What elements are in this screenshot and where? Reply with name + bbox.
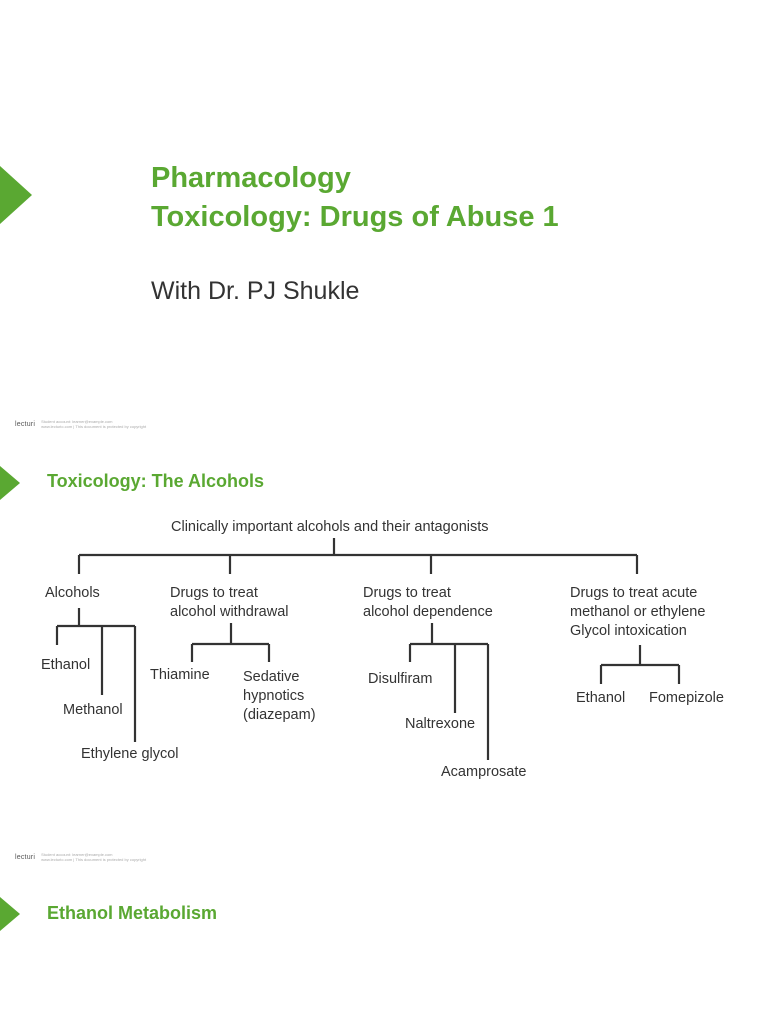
- category-withdrawal-line-1: Drugs to treat: [170, 585, 258, 601]
- category-alcohols: Alcohols: [45, 585, 100, 601]
- watermark-logo: lecturi: [15, 420, 36, 428]
- leaf-ethanol: Ethanol: [41, 657, 91, 673]
- leaf-fomepizole: Fomepizole: [649, 690, 724, 706]
- leaf-ethanol-antidote: Ethanol: [576, 690, 626, 706]
- leaf-methanol: Methanol: [63, 702, 123, 718]
- watermark-fine-1: Student account: learner@example.com: [41, 852, 113, 857]
- section-title-alcohols: Toxicology: The Alcohols: [47, 471, 265, 491]
- watermark-logo: lecturi: [15, 853, 36, 861]
- section-title-ethanol-metabolism: Ethanol Metabolism: [47, 903, 218, 923]
- category-withdrawal: [170, 584, 288, 622]
- category-acute-line-3: Glycol intoxication: [570, 623, 687, 639]
- category-dependence-line-2: alcohol dependence: [363, 604, 493, 620]
- watermark-fine-1: Student account: learner@example.com: [41, 419, 113, 424]
- leaf-naltrexone: Naltrexone: [405, 716, 476, 732]
- leaf-sedative-line-3: (diazepam): [243, 707, 316, 723]
- category-withdrawal-line-2: alcohol withdrawal: [170, 604, 289, 620]
- category-dependence-line-1: Drugs to treat: [363, 585, 451, 601]
- connector-lines: [57, 538, 679, 760]
- watermark: [15, 852, 146, 862]
- title-line-1: Pharmacology: [151, 162, 351, 194]
- slide-arrow-marker: [0, 897, 20, 931]
- diagram-root: Clinically important alcohols and their antagonists: [171, 519, 489, 535]
- leaf-ethylene-glycol: Ethylene glycol: [81, 746, 179, 762]
- category-acute-line-2: methanol or ethylene: [570, 604, 706, 620]
- leaf-sedative-line-2: hypnotics: [243, 688, 305, 704]
- watermark-fine-2: www.lecturio.com | This document is protected by copyright: [41, 857, 147, 862]
- category-acute-intoxication: [570, 584, 705, 641]
- leaf-sedative-line-1: Sedative: [243, 669, 300, 685]
- category-dependence: [363, 584, 493, 622]
- category-acute-line-1: Drugs to treat acute: [570, 585, 698, 601]
- title-line-2: Toxicology: Drugs of Abuse 1: [151, 201, 559, 233]
- presenter-subtitle: With Dr. PJ Shukle: [151, 277, 360, 305]
- leaf-disulfiram: Disulfiram: [368, 671, 433, 687]
- leaf-acamprosate: Acamprosate: [441, 764, 527, 780]
- leaf-sedative-hypnotics: [243, 668, 316, 725]
- leaf-thiamine: Thiamine: [150, 667, 210, 683]
- watermark-fine-2: www.lecturio.com | This document is protected by copyright: [41, 424, 147, 429]
